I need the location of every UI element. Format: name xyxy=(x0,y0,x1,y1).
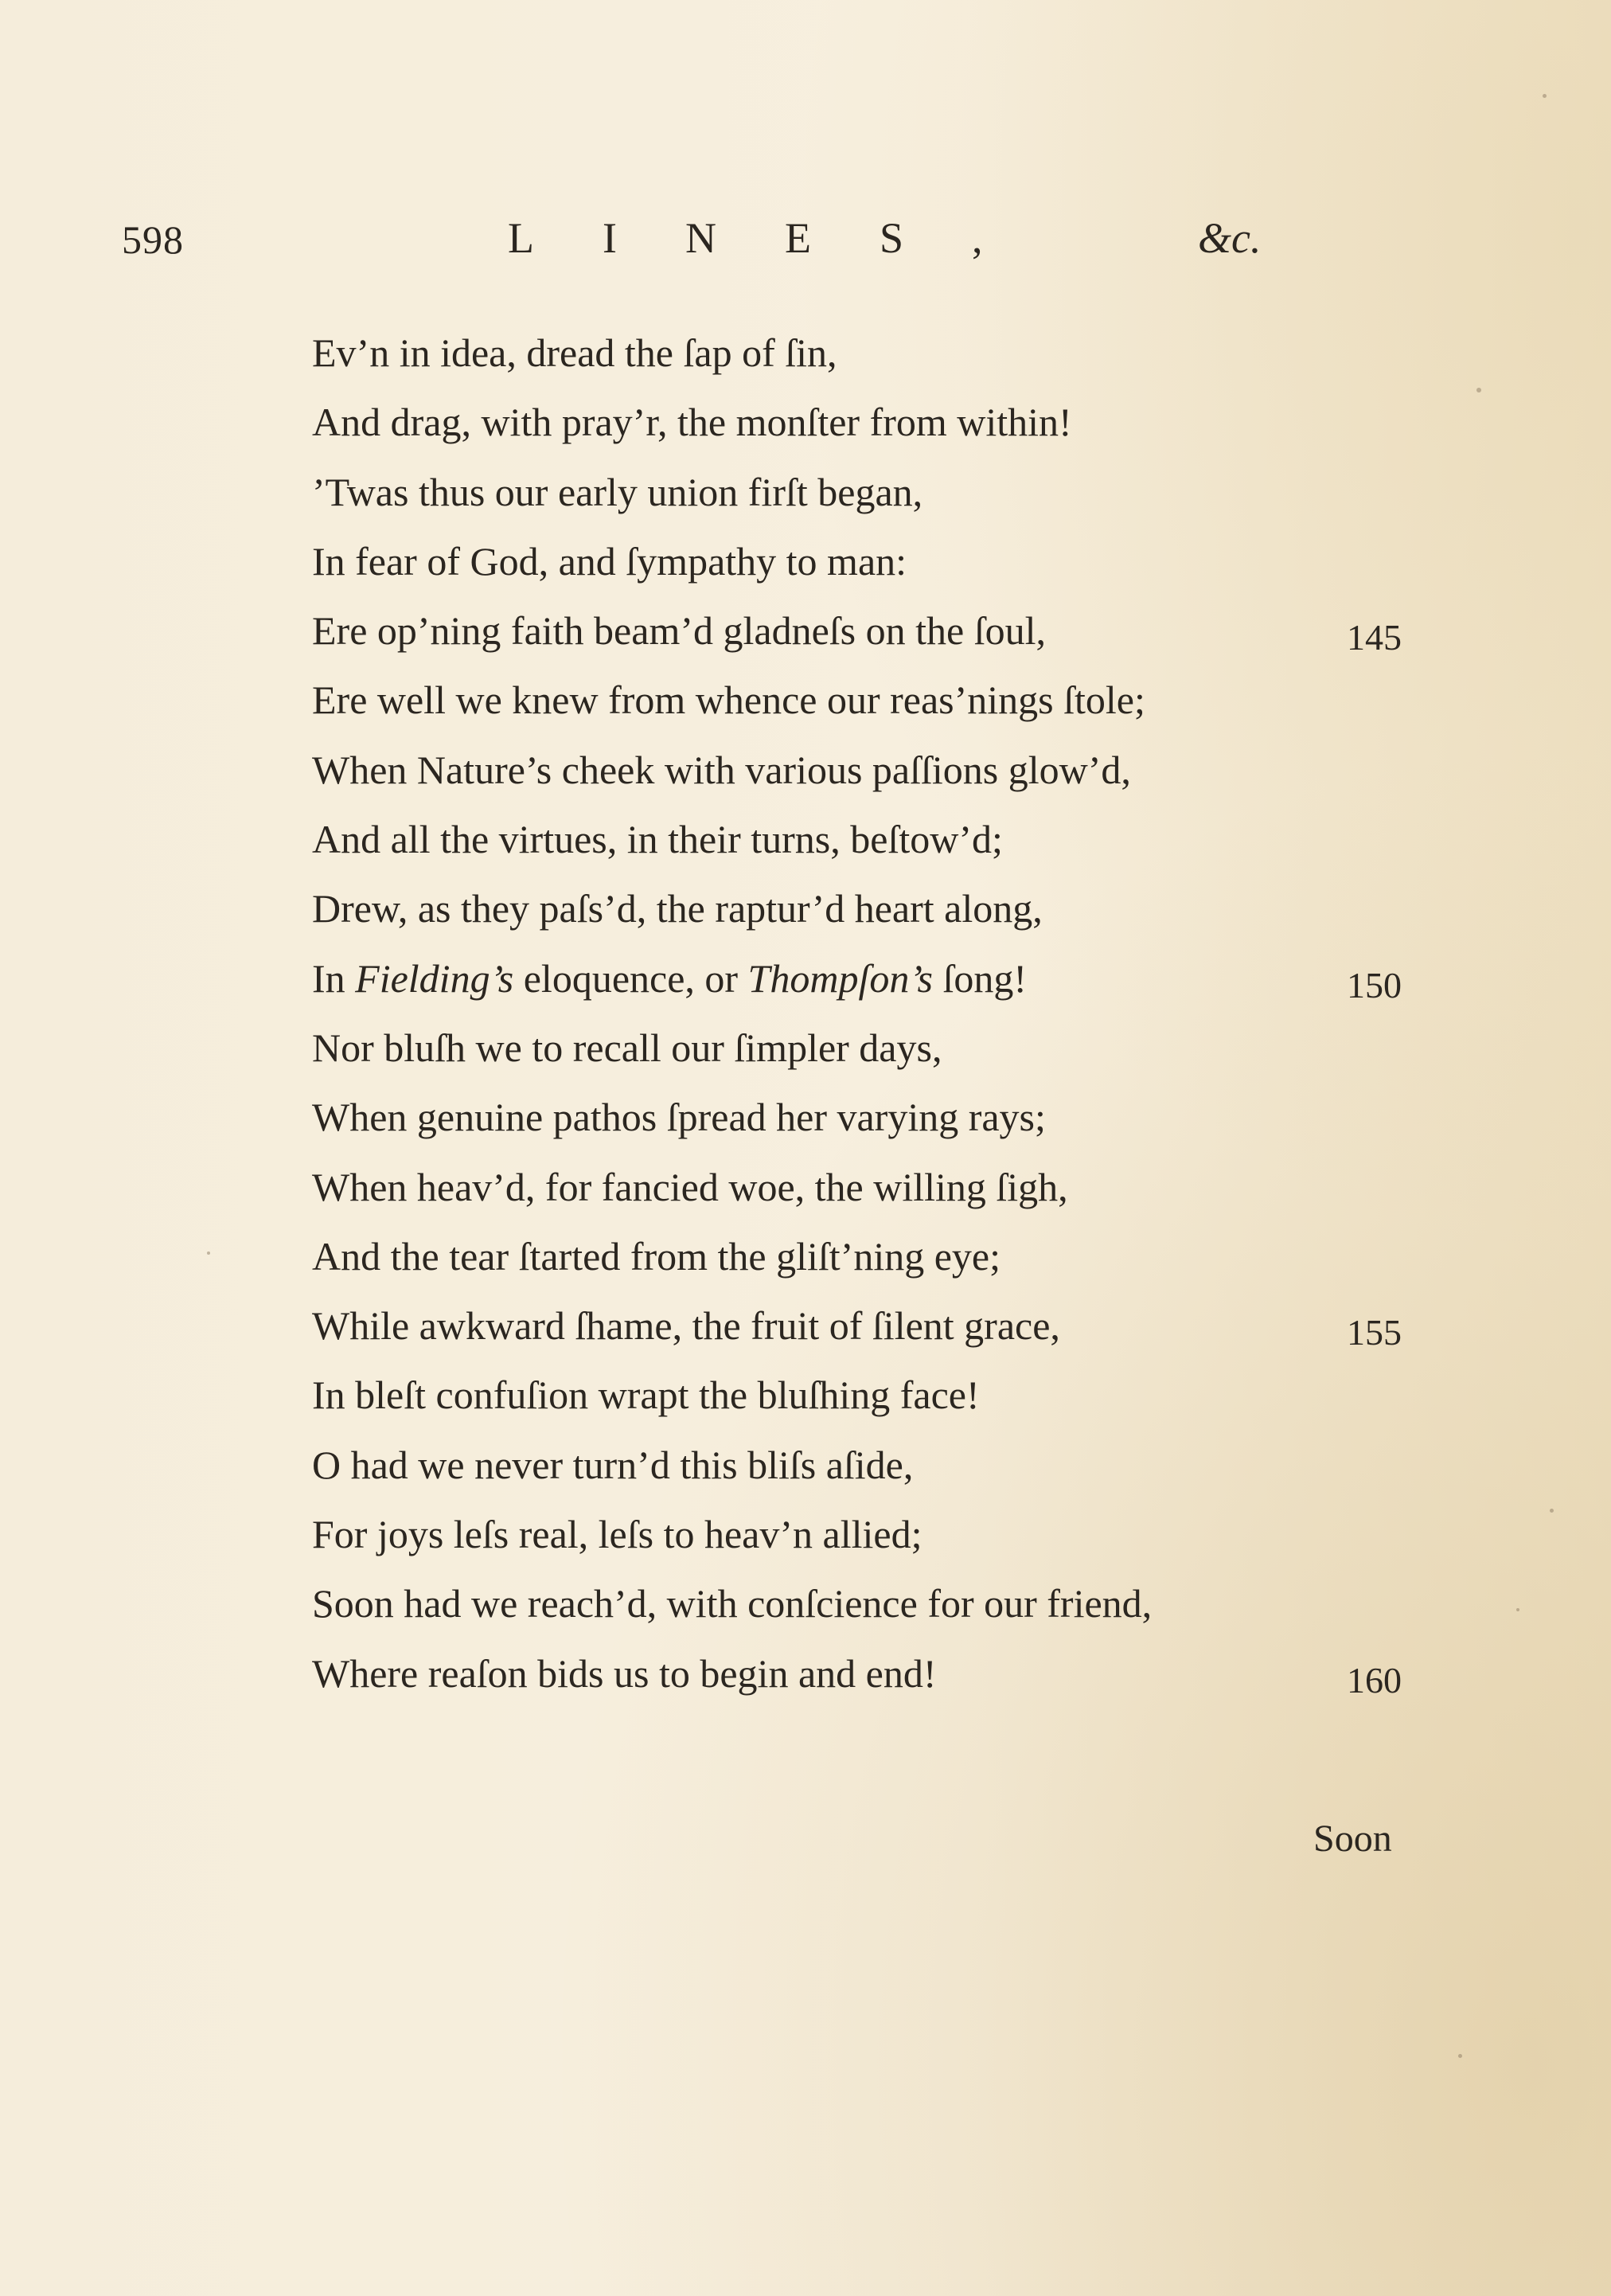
verse-line xyxy=(312,1153,1426,1222)
verse-line-text: In fear of God, and ſympathy to man: xyxy=(312,538,907,584)
running-head xyxy=(493,213,1274,269)
verse-text-roman: eloquence, or xyxy=(513,955,748,1001)
running-title: LINES, xyxy=(508,214,1051,262)
verse-line xyxy=(312,1222,1426,1291)
verse-line xyxy=(312,318,1426,388)
verse-line-text: Ere well we knew from whence our reas’nings ſtole; xyxy=(312,677,1145,723)
verse-text-italic-fielding: Fielding’s xyxy=(355,955,514,1001)
poem-verse xyxy=(312,318,1426,1708)
verse-line xyxy=(312,1291,1426,1361)
verse-line-text: O had we never turn’d this bliſs aſide, xyxy=(312,1442,914,1487)
verse-text-roman: In xyxy=(312,955,356,1001)
verse-line-text: And all the virtues, in their turns, beſtow’d; xyxy=(312,817,1003,862)
paper-speck xyxy=(1516,1608,1519,1611)
verse-line xyxy=(312,596,1426,666)
verse-line-text: And the tear ſtarted from the gliſt’ning eye; xyxy=(312,1233,1001,1279)
verse-line xyxy=(312,805,1426,874)
verse-line xyxy=(312,666,1426,735)
verse-line-text: In bleſt confuſion wrapt the bluſhing face! xyxy=(312,1373,980,1418)
paper-speck xyxy=(1543,94,1547,98)
verse-line xyxy=(312,388,1426,457)
verse-line-text: Where reaſon bids us to begin and end! xyxy=(312,1650,937,1696)
verse-line-text: Ev’n in idea, dread the ſap of ſin, xyxy=(312,330,837,375)
verse-line-text: Nor bluſh we to recall our ſimpler days, xyxy=(312,1025,942,1070)
verse-line xyxy=(312,944,1426,1013)
verse-line-text: Ere op’ning faith beam’d gladneſs on the ſoul, xyxy=(312,608,1046,654)
running-title-etc: &c. xyxy=(1198,214,1262,262)
paper-speck xyxy=(1550,1509,1554,1513)
verse-line-text: ’Twas thus our early union firſt began, xyxy=(312,469,923,514)
verse-line-text: For joys leſs real, leſs to heav’n allied; xyxy=(312,1512,923,1557)
verse-line xyxy=(312,527,1426,596)
verse-line xyxy=(312,736,1426,805)
verse-line xyxy=(312,1639,1426,1708)
paper-speck xyxy=(1458,2054,1462,2058)
verse-line-text: While awkward ſhame, the fruit of ſilent grace, xyxy=(312,1303,1060,1349)
line-number: 150 xyxy=(1347,964,1402,1005)
verse-line xyxy=(312,1083,1426,1152)
verse-line-text: Soon had we reach’d, with conſcience for our friend, xyxy=(312,1581,1153,1626)
verse-line-text: Drew, as they paſs’d, the raptur’d heart along, xyxy=(312,886,1043,931)
verse-line xyxy=(312,874,1426,943)
verse-line-text: When heav’d, for fancied woe, the willing ſigh, xyxy=(312,1164,1068,1209)
line-number: 155 xyxy=(1347,1312,1402,1353)
verse-line-text: When genuine pathos ſpread her varying rays; xyxy=(312,1095,1046,1140)
line-number: 145 xyxy=(1347,617,1402,658)
verse-text-italic-thompson: Thompſon’s xyxy=(747,955,934,1001)
verse-line-text: And drag, with pray’r, the monſter from within! xyxy=(312,400,1072,445)
paper-speck xyxy=(1476,388,1481,392)
verse-line xyxy=(312,1361,1426,1430)
catchword: Soon xyxy=(1313,1818,1392,1860)
verse-line xyxy=(312,1013,1426,1083)
verse-line xyxy=(312,458,1426,527)
verse-line xyxy=(312,1569,1426,1638)
verse-line xyxy=(312,1431,1426,1500)
verse-text-roman: ſong! xyxy=(933,955,1028,1001)
paper-speck xyxy=(207,1251,210,1255)
verse-line-text xyxy=(312,944,1027,1013)
line-number: 160 xyxy=(1347,1659,1402,1701)
page-number: 598 xyxy=(122,217,184,262)
verse-line-text: When Nature’s cheek with various paſſions glow’d, xyxy=(312,747,1131,792)
verse-line xyxy=(312,1500,1426,1569)
